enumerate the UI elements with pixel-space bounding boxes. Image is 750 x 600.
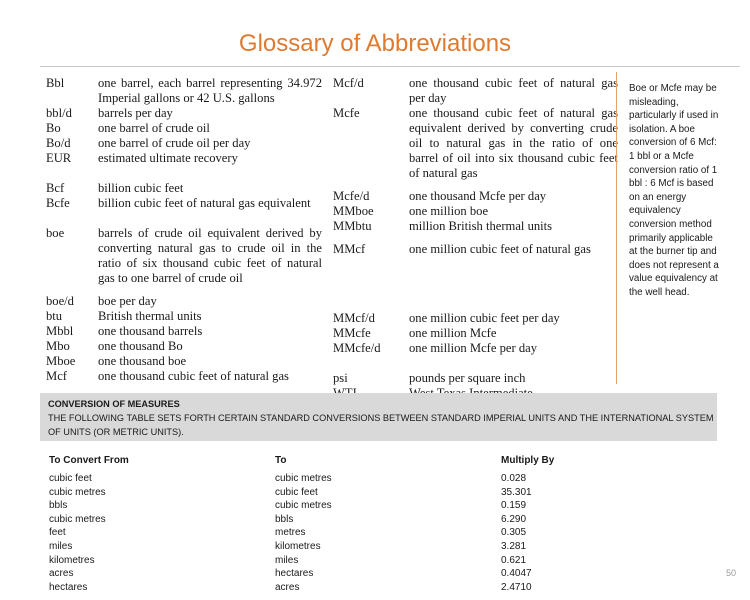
glossary-definition: barrels of crude oil equivalent derived by converting natural gas to crude oil in the ratio of six thousand cubic feet of natural gas to one barrel of crude oil <box>98 226 322 285</box>
glossary-abbr: Bbl <box>46 76 65 90</box>
page-number: 50 <box>725 568 736 578</box>
glossary-abbr: Mcfe/d <box>333 189 370 203</box>
glossary-entry <box>46 354 322 369</box>
glossary-abbr: Bcfe <box>46 196 70 210</box>
glossary-entry <box>333 189 618 204</box>
glossary-entry <box>46 106 322 121</box>
conversion-table <box>49 454 649 594</box>
glossary-entry <box>46 294 322 309</box>
table-row <box>49 472 649 486</box>
glossary-definition: one barrel, each barrel representing 34.972 Imperial gallons or 42 U.S. gallons <box>98 76 322 105</box>
cell-multiply: 3.281 <box>501 540 527 552</box>
glossary-definition: barrels per day <box>98 106 173 120</box>
cell-multiply: 0.028 <box>501 473 527 484</box>
glossary-abbr: EUR <box>46 151 72 165</box>
glossary-definition: billion cubic feet <box>98 181 184 195</box>
glossary-definition: one thousand barrels <box>98 324 203 338</box>
table-row <box>49 513 649 527</box>
glossary-definition: one thousand cubic feet of natural gas per day <box>409 76 618 105</box>
glossary-abbr: MMcfe <box>333 326 371 340</box>
table-row <box>49 567 649 581</box>
glossary-entry <box>333 326 618 341</box>
cell-from: cubic metres <box>49 513 106 525</box>
glossary-entry <box>333 341 618 356</box>
glossary-entry <box>333 106 618 181</box>
glossary-entry <box>46 196 322 211</box>
column-header-multiply: Multiply By <box>501 455 555 466</box>
cell-multiply: 0.4047 <box>501 568 532 580</box>
glossary-abbr: psi <box>333 371 348 385</box>
glossary-abbr: btu <box>46 309 63 323</box>
column-header-from: To Convert From <box>49 455 129 466</box>
conversion-box <box>40 393 717 441</box>
cell-to: acres <box>275 581 300 593</box>
glossary-entry <box>46 324 322 339</box>
glossary-entry <box>46 121 322 136</box>
glossary-definition: one barrel of crude oil <box>98 121 210 135</box>
table-row <box>49 486 649 500</box>
glossary-abbr: Mbbl <box>46 324 74 338</box>
cell-from: acres <box>49 568 74 580</box>
cell-from: cubic metres <box>49 486 106 498</box>
glossary-entry <box>46 76 322 106</box>
glossary-abbr: MMbtu <box>333 219 372 233</box>
glossary-abbr: Mboe <box>46 354 76 368</box>
glossary-abbr: boe/d <box>46 294 74 308</box>
table-row <box>49 540 649 554</box>
conversion-text: THE FOLLOWING TABLE SETS FORTH CERTAIN STANDARD CONVERSIONS BETWEEN STANDARD IMPERIAL UNITS AND THE INTERNATIONAL SYSTEM OF UNITS (OR METRIC UNITS). <box>48 413 714 437</box>
page-title: Glossary of Abbreviations <box>238 30 512 57</box>
cell-multiply: 0.305 <box>501 527 527 539</box>
glossary-abbr: MMcf/d <box>333 311 375 325</box>
table-row <box>49 554 649 568</box>
glossary-abbr: Mcf/d <box>333 76 364 90</box>
cell-from: bbls <box>49 500 68 512</box>
glossary-entry <box>333 219 618 234</box>
glossary-right-column <box>333 76 618 401</box>
glossary-entry <box>46 151 322 166</box>
cell-to: metres <box>275 527 306 539</box>
glossary-abbr: Bo <box>46 121 61 135</box>
glossary-definition: one thousand Bo <box>98 339 183 353</box>
table-row <box>49 526 649 540</box>
glossary-entry <box>46 181 322 196</box>
glossary-entry <box>46 339 322 354</box>
cell-from: cubic feet <box>49 473 92 484</box>
cell-to: hectares <box>275 568 314 580</box>
cell-multiply: 0.159 <box>501 500 527 512</box>
table-header-row <box>49 454 649 470</box>
column-header-to: To <box>275 455 287 466</box>
cell-from: feet <box>49 527 66 539</box>
conversion-heading: CONVERSION OF MEASURES <box>48 399 180 409</box>
table-row <box>49 581 649 595</box>
cell-multiply: 6.290 <box>501 513 527 525</box>
title-divider <box>40 66 740 67</box>
glossary-abbr: Mcfe <box>333 106 360 120</box>
glossary-entry <box>333 371 618 386</box>
glossary-definition: pounds per square inch <box>409 371 526 385</box>
cell-from: hectares <box>49 581 88 593</box>
glossary-abbr: Mcf <box>46 369 67 383</box>
glossary-entry <box>46 226 322 286</box>
glossary-definition: British thermal units <box>98 309 202 323</box>
glossary-entry <box>46 369 322 384</box>
glossary-definition: one thousand Mcfe per day <box>409 189 547 203</box>
glossary-abbr: Mbo <box>46 339 70 353</box>
side-note: Boe or Mcfe may be misleading, particularly if used in isolation. A boe conversion of 6 Mcf: 1 bbl or a Mcfe conversion ratio of 1 bbl : 6 Mcf is based on an energy equivalency conversion method primarily applicable at the burner tip and does not represent a value equivalency at the well head. <box>629 83 719 298</box>
glossary-definition: one million cubic feet per day <box>409 311 560 325</box>
cell-multiply: 35.301 <box>501 486 532 498</box>
cell-multiply: 2.4710 <box>501 581 532 593</box>
glossary-definition: one thousand boe <box>98 354 187 368</box>
glossary-definition: one million Mcfe <box>409 326 497 340</box>
glossary-abbr: Bo/d <box>46 136 71 150</box>
glossary-definition: one barrel of crude oil per day <box>98 136 251 150</box>
cell-from: kilometres <box>49 554 95 566</box>
cell-to: bbls <box>275 513 294 525</box>
cell-to: kilometres <box>275 540 321 552</box>
cell-multiply: 0.621 <box>501 554 527 566</box>
glossary-entry <box>333 204 618 219</box>
glossary-entry <box>46 309 322 324</box>
cell-to: miles <box>275 554 299 566</box>
cell-to: cubic metres <box>275 500 332 512</box>
glossary-abbr: MMcfe/d <box>333 341 381 355</box>
glossary-definition: million British thermal units <box>409 219 553 233</box>
glossary-definition: one thousand cubic feet of natural gas <box>98 369 289 383</box>
glossary-definition: one million Mcfe per day <box>409 341 537 355</box>
glossary-abbr: MMcf <box>333 242 366 256</box>
glossary-entry <box>46 136 322 151</box>
cell-to: cubic feet <box>275 486 318 498</box>
table-row <box>49 499 649 513</box>
glossary-definition: one million cubic feet of natural gas <box>409 242 591 256</box>
glossary-definition: one million boe <box>409 204 489 218</box>
glossary-entry <box>333 76 618 106</box>
glossary-entry <box>333 242 618 257</box>
glossary-abbr: boe <box>46 226 65 240</box>
glossary-definition: boe per day <box>98 294 157 308</box>
glossary-definition: one thousand cubic feet of natural gas equivalent derived by converting crude oil to natural gas in the ratio of one barrel of oil into six thousand cubic feet of natural gas <box>409 106 618 180</box>
glossary-abbr: MMboe <box>333 204 374 218</box>
glossary-definition: billion cubic feet of natural gas equivalent <box>98 196 311 210</box>
glossary-entry <box>333 311 618 326</box>
glossary-left-column <box>46 76 322 384</box>
glossary-abbr: Bcf <box>46 181 65 195</box>
glossary-definition: estimated ultimate recovery <box>98 151 238 165</box>
side-note-divider <box>616 72 617 384</box>
cell-from: miles <box>49 540 73 552</box>
glossary-abbr: bbl/d <box>46 106 72 120</box>
cell-to: cubic metres <box>275 473 332 484</box>
